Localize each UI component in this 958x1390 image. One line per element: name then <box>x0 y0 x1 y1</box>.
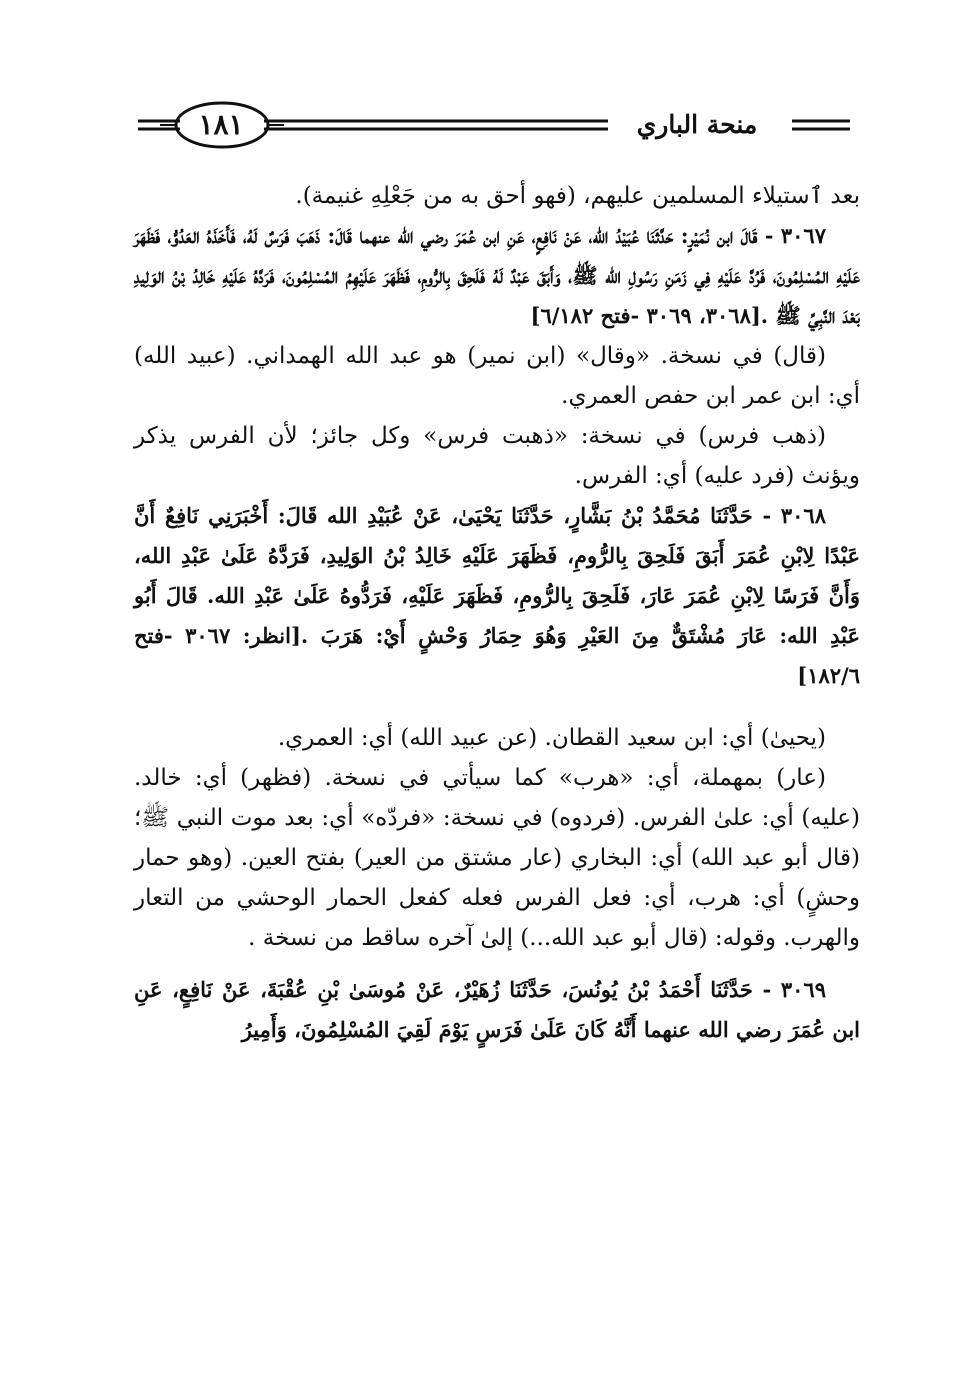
book-title: منحة الباري <box>636 110 758 139</box>
hadith-3069: ٣٠٦٩ - حَدَّثَنَا أَحْمَدُ بْنُ يُونُسَ، حَدَّثَنَا زُهَيْرٌ، عَنْ مُوسَىٰ بْنِ عُقْبَةَ، عَنْ نَافِعٍ، عَنِ ابن عُمَرَ رضي الله عنهما أَنَّهُ كَانَ عَلَىٰ فَرَسٍ يَوْمَ لَقِيَ المُسْلِمُونَ، وَأَمِيرُ <box>134 977 860 1042</box>
hadith-3068: ٣٠٦٨ - حَدَّثَنَا مُحَمَّدُ بْنُ بَشَّارٍ، حَدَّثَنَا يَحْيَىٰ، عَنْ عُبَيْدِ الله قَالَ: أَخْبَرَنِي نَافِعٌ أَنَّ عَبْدًا لِابْنِ عُمَرَ أَبَقَ فَلَحِقَ بِالرُّومِ، فَظَهَرَ عَلَيْهِ خَالِدُ بْنُ الوَلِيدِ، فَرَدَّهُ عَلَىٰ عَبْدِ الله، وَأَنَّ فَرَسًا لِابْنِ عُمَرَ عَارَ، فَلَحِقَ بِالرُّومِ، فَظَهَرَ عَلَيْهِ، فَرَدُّوهُ عَلَىٰ عَبْدِ الله. قَالَ أَبُو عَبْدِ الله: عَارَ مُشْتَقٌّ مِنَ العَيْرِ وَهُوَ حِمَارُ وَحْشٍ أَيْ: هَرَبَ .[انظر: ٣٠٦٧ -فتح ١٨٢/٦] <box>134 503 860 688</box>
commentary-paragraph: (يحيىٰ) أي: ابن سعيد القطان. (عن عبيد الله) أي: العمري. <box>277 725 826 751</box>
page-number: ١٨١ <box>198 108 244 141</box>
commentary-paragraph: بعد ٱستيلاء المسلمين عليهم، (فهو أحق به من جَعْلِهِ غنيمة). <box>295 183 860 209</box>
hadith-3067: ٣٠٦٧ - قَالَ ابن نُمَيْرٍ: حَدَّثَنَا عُبَيْدُ الله، عَنْ نَافِعٍ، عَنِ ابن عُمَرَ رضي الله عنهما قَالَ: ذَهَبَ فَرَسٌ لَهُ، فَأَخَذَهُ العَدُوُّ، فَظَهَرَ عَلَيْهِ المُسْلِمُونَ، فَرُدَّ عَلَيْهِ فِي زَمَنِ رَسُولِ الله ﷺ، وَأَبَقَ عَبْدٌ لَهُ فَلَحِقَ بِالرُّومِ، فَظَهَرَ عَلَيْهِمُ المُسْلِمُونَ، فَرَدَّهُ عَلَيْهِ خَالِدُ بْنُ الوَلِيدِ بَعْدَ النَّبِيِّ ﷺ .[٣٠٦٨، ٣٠٦٩ -فتح ٦/١٨٢] <box>134 223 860 328</box>
commentary-paragraph: (عار) بمهملة، أي: «هرب» كما سيأتي في نسخة. (فظهر) أي: خالد. (عليه) أي: علىٰ الفرس. (فردوه) في نسخة: «فردّه» أي: بعد موت النبي ﷺ؛ (قال أبو عبد الله) أي: البخاري (عار مشتق من العير) بفتح العين. (وهو حمار وحشٍ) أي: هرب، أي: فعل الفرس فعله كفعل الحمار الوحشي من التعار والهرب. وقوله: (قال أبو عبد الله...) إلىٰ آخره ساقط من نسخة . <box>134 765 860 951</box>
commentary-paragraph: (ذهب فرس) في نسخة: «ذهبت فرس» وكل جائز؛ لأن الفرس يذكر ويؤنث (فرد عليه) أي: الفرس. <box>134 423 860 489</box>
commentary-paragraph: (قال) في نسخة. «وقال» (ابن نمير) هو عبد الله الهمداني. (عبيد الله) أي: ابن عمر ابن حفص العمري. <box>134 343 860 409</box>
page-body <box>134 176 860 1376</box>
